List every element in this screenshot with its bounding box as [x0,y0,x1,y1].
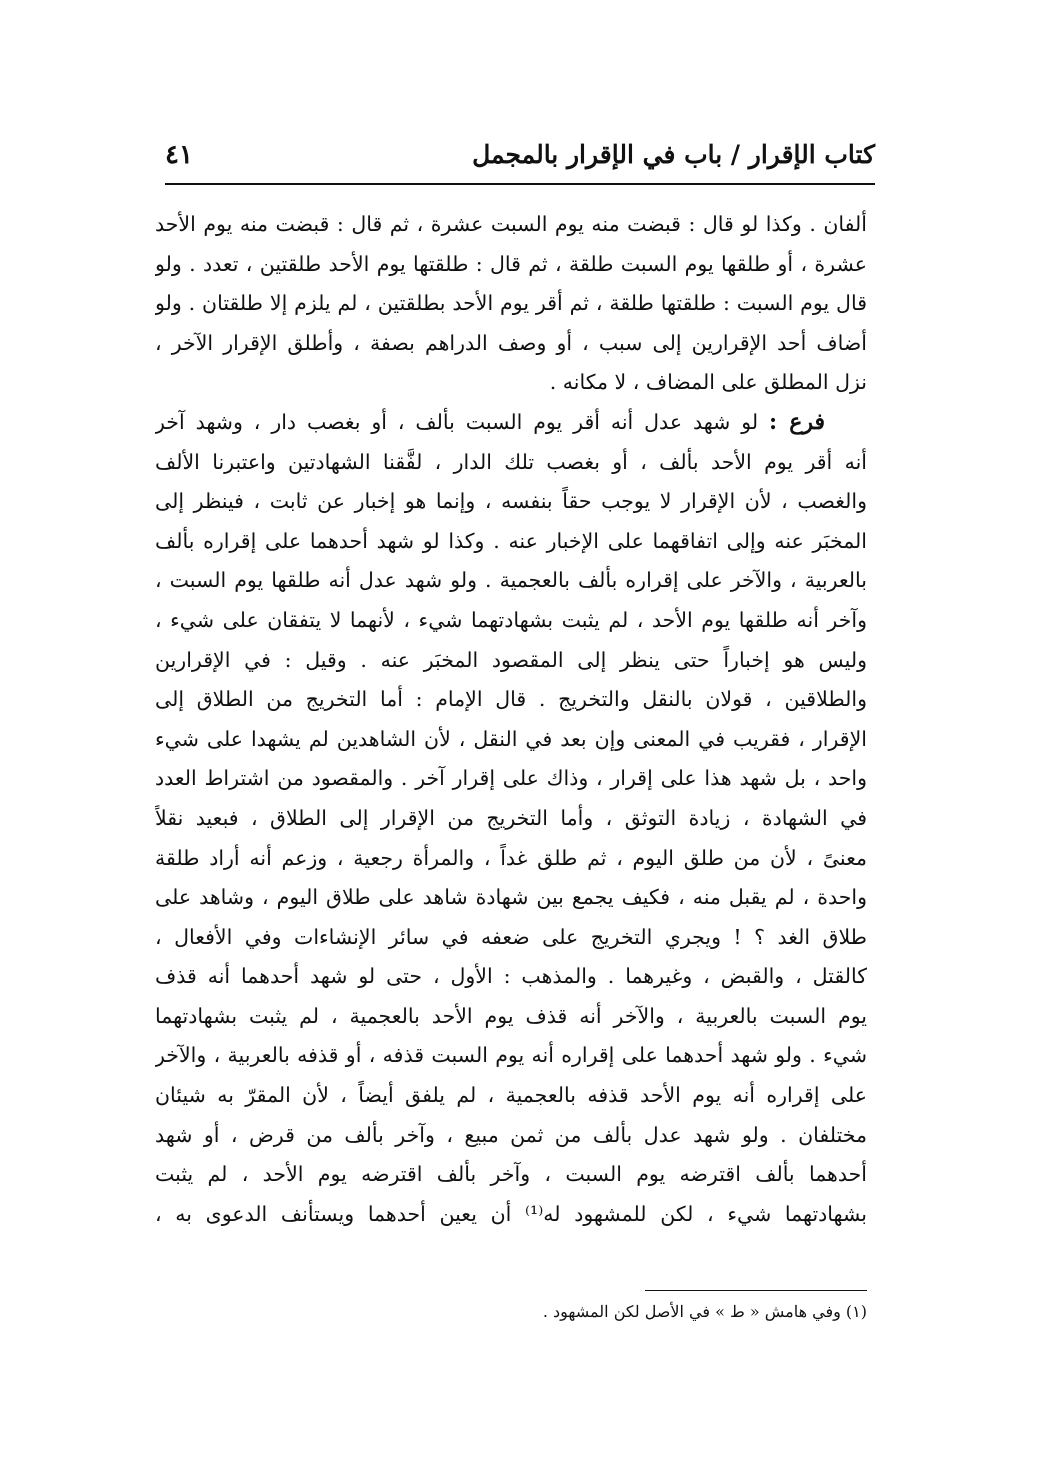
text-line-3: قال يوم السبت : طلقتها طلقة ، ثم أقر يوم الأحد بطلقتين ، لم يلزم إلا طلقتان . ولو [155,291,867,316]
footnote-rule [645,1290,867,1291]
text-line-13: والطلاقين ، قولان بالنقل والتخريج . قال الإمام : أما التخريج من الطلاق إلى [155,687,867,712]
text-line-20: كالقتل ، والقبض ، وغيرهما . والمذهب : الأول ، حتى لو شهد أحدهما أنه قذف [155,964,867,989]
text-line-24: مختلفان . ولو شهد عدل بألف من ثمن مبيع ، وآخر بألف من قرض ، أو شهد [155,1122,867,1147]
text-line-1: ألفان . وكذا لو قال : قبضت منه يوم السبت عشرة ، ثم قال : قبضت منه يوم الأحد [155,212,867,236]
text-line-10: بالعربية ، والآخر على إقراره بألف بالعجمية . ولو شهد عدل أنه طلقها يوم السبت ، [155,568,867,593]
text-line-17: معنىً ، لأن من طلق اليوم ، ثم طلق غداً ، والمرأة رجعية ، وزعم أنه أراد طلقة [155,845,867,870]
text-line-23: على إقراره أنه يوم الأحد قذفه بالعجمية ، لم يلفق أيضاً ، لأن المقرّ به شيئان [155,1083,867,1108]
body-text [155,205,867,1234]
text-line-9: المخبَر عنه وإلى اتفاقهما على الإخبار عنه . وكذا لو شهد أحدهما على إقراره بألف [155,528,867,553]
far-first-line-text: لو شهد عدل أنه أقر يوم السبت بألف ، أو بغصب دار ، وشهد آخر [155,409,759,434]
text-line-11: وآخر أنه طلقها يوم الأحد ، لم يثبت بشهادتهما شيء ، لأنهما لا يتفقان على شيء ، [155,607,867,632]
text-line-4: أضاف أحد الإقرارين إلى سبب ، أو وصف الدراهم بصفة ، وأطلق الإقرار الآخر ، [155,330,867,355]
text-line-14: الإقرار ، فقريب في المعنى وإن بعد في النقل ، لأن الشاهدين لم يشهدا على شيء [155,726,867,751]
text-line-7: أنه أقر يوم الأحد بألف ، أو بغصب تلك الدار ، لفَّقنا الشهادتين واعتبرنا الألف [155,449,867,474]
running-title: كتاب الإقرار / باب في الإقرار بالمجمل [472,140,875,169]
text-line-19: طلاق الغد ؟ ! ويجري التخريج على ضعفه في سائر الإنشاءات وفي الأفعال ، [155,924,867,949]
far-line [155,403,867,443]
far-subheading: فرع : [769,408,825,435]
footnote: (١) وفي هامش « ط » في الأصل لكن المشهود . [542,1302,867,1321]
text-line-5: نزل المطلق على المضاف ، لا مكانه . [549,370,867,395]
text-line-21: يوم السبت بالعربية ، والآخر أنه قذف يوم الأحد بالعجمية ، لم يثبت بشهادتهما [155,1003,867,1028]
text-line-12: وليس هو إخباراً حتى ينظر إلى المقصود المخبَر عنه . وقيل : في الإقرارين [155,647,867,672]
text-line-15: واحد ، بل شهد هذا على إقرار ، وذاك على إقرار آخر . والمقصود من اشتراط العدد [155,766,867,791]
text-line-16: في الشهادة ، زيادة التوثق ، وأما التخريج من الإقرار إلى الطلاق ، فبعيد نقلاً [155,805,867,830]
page-header [165,140,875,180]
text-line-22: شيء . ولو شهد أحدهما على إقراره أنه يوم السبت قذفه ، أو قذفه بالعربية ، والآخر [155,1043,867,1068]
text-line-26: بشهادتهما شيء ، لكن للمشهود له⁽¹⁾ أن يعين أحدهما ويستأنف الدعوى به ، [155,1201,867,1226]
text-line-25: أحدهما بألف اقترضه يوم السبت ، وآخر بألف اقترضه يوم الأحد ، لم يثبت [155,1162,867,1187]
text-line-8: والغصب ، لأن الإقرار لا يوجب حقاً بنفسه ، وإنما هو إخبار عن ثابت ، فينظر إلى [155,489,867,514]
text-line-2: عشرة ، أو طلقها يوم السبت طلقة ، ثم قال : طلقتها يوم الأحد طلقتين ، تعدد . ولو [155,251,867,276]
page-number: ٤١ [165,140,193,170]
text-line-18: واحدة ، لم يقبل منه ، فكيف يجمع بين شهادة شاهد على طلاق اليوم ، وشاهد على [155,885,867,910]
header-rule [165,183,875,185]
